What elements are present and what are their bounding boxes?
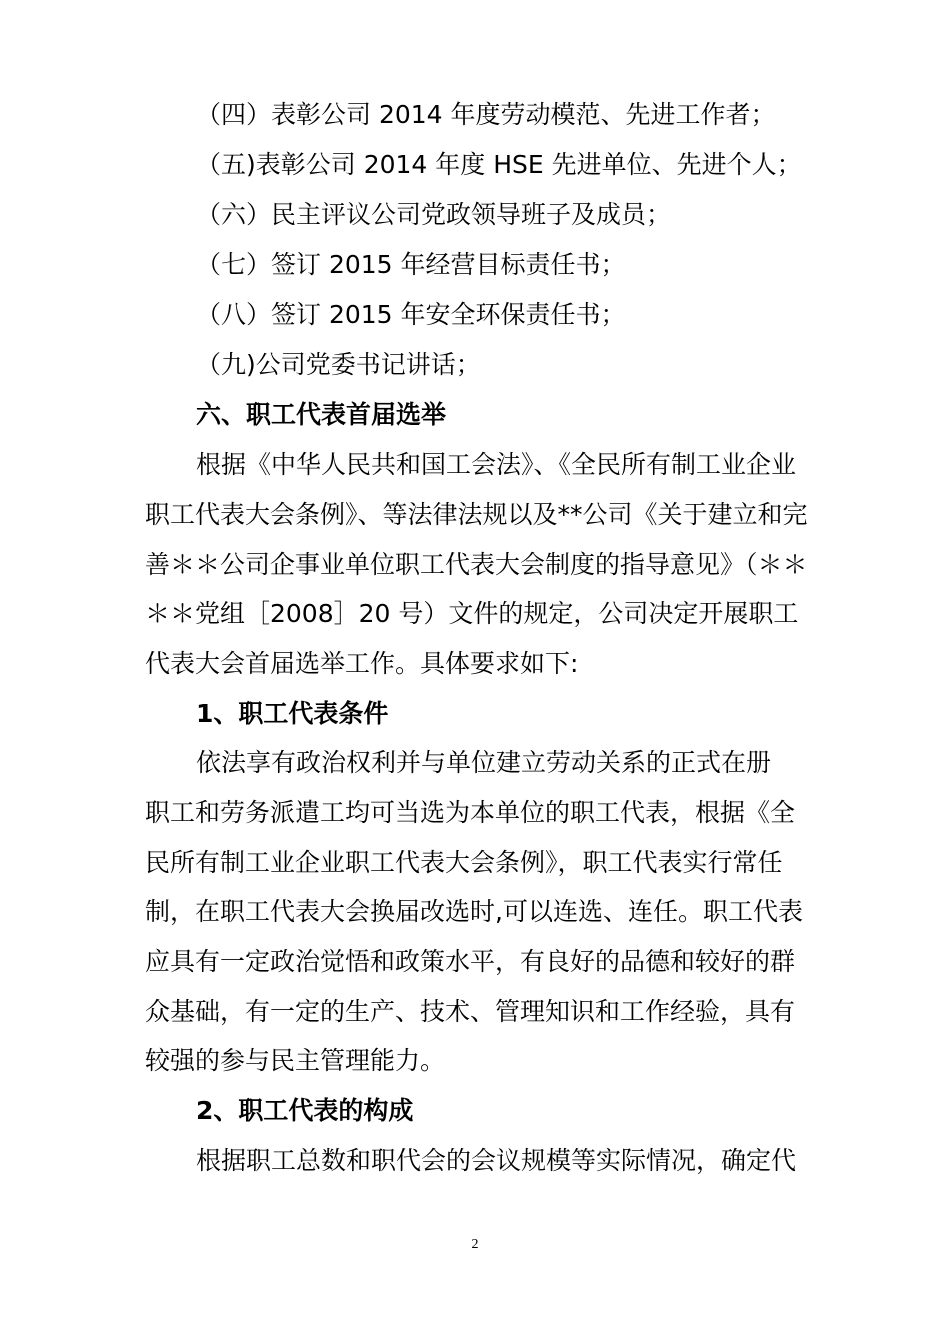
paragraph-line: 应具有一定政治觉悟和政策水平，有良好的品德和较好的群: [145, 947, 796, 976]
paragraph-line: 依法享有政治权利并与单位建立劳动关系的正式在册: [196, 748, 772, 777]
list-item: （九)公司党委书记讲话；: [196, 350, 481, 379]
paragraph-line: 民所有制工业企业职工代表大会条例》，职工代表实行常任: [145, 848, 783, 877]
list-item: （四）表彰公司 2014 年度劳动模范、先进工作者；: [196, 100, 776, 129]
paragraph-line: 根据《中华人民共和国工会法》、《全民所有制工业企业: [196, 450, 797, 479]
paragraph-line: ＊＊党组［2008］20 号）文件的规定，公司决定开展职工: [145, 599, 799, 628]
paragraph-line: 根据职工总数和职代会的会议规模等实际情况，确定代: [196, 1146, 797, 1175]
paragraph-line: 制，在职工代表大会换届改选时,可以连选、连任。职工代表: [145, 897, 803, 926]
paragraph-line: 职工和劳务派遣工均可当选为本单位的职工代表，根据《全: [145, 798, 796, 827]
list-item: （八）签订 2015 年安全环保责任书；: [196, 300, 626, 329]
page-number: 2: [471, 1237, 479, 1252]
list-item: （七）签订 2015 年经营目标责任书；: [196, 250, 626, 279]
paragraph-line: 众基础，有一定的生产、技术、管理知识和工作经验，具有: [145, 997, 796, 1026]
subsection-heading: 1、职工代表条件: [196, 699, 389, 728]
list-item: （六）民主评议公司党政领导班子及成员；: [196, 200, 672, 229]
paragraph-line: 善＊＊公司企事业单位职工代表大会制度的指导意见》（＊＊: [145, 550, 808, 579]
list-item: （五)表彰公司 2014 年度 HSE 先进单位、先进个人；: [196, 150, 802, 179]
section-heading: 六、职工代表首届选举: [196, 400, 447, 429]
subsection-heading: 2、职工代表的构成: [196, 1096, 414, 1125]
paragraph-line: 职工代表大会条例》、等法律法规以及**公司《关于建立和完: [145, 500, 808, 529]
paragraph-line: 较强的参与民主管理能力。: [145, 1046, 446, 1075]
paragraph-line: 代表大会首届选举工作。具体要求如下:: [145, 649, 579, 678]
